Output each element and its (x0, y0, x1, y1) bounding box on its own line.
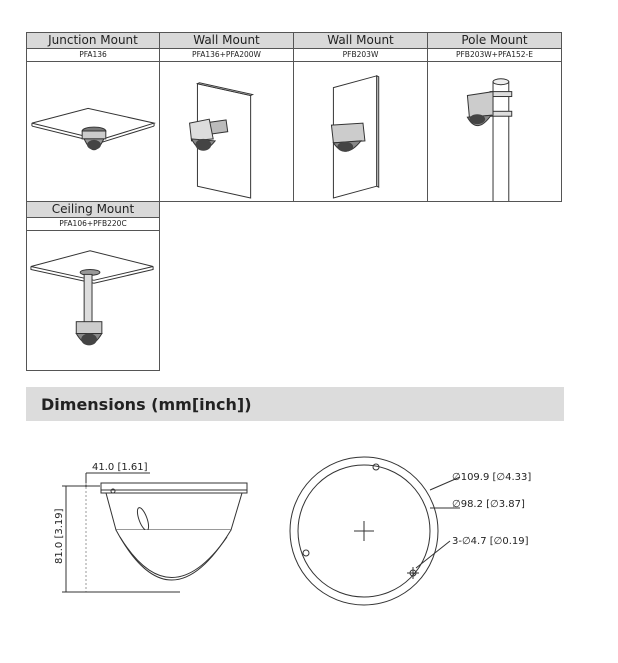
section-title: Dimensions (mm[inch]) (41, 395, 252, 414)
mount-cell-pole (427, 32, 562, 202)
inner-diameter-label: ∅98.2 [∅3.87] (452, 499, 525, 510)
outer-diameter-label: ∅109.9 [∅4.33] (452, 472, 532, 483)
dimension-drawing (0, 440, 618, 663)
mount-title: Junction Mount (27, 33, 159, 49)
pole-mount-illustration (428, 62, 561, 201)
mount-cell-wall (159, 32, 294, 202)
top-view-drawing (290, 457, 460, 605)
mount-model: PFB203W (294, 49, 427, 62)
mount-title: Wall Mount (294, 33, 427, 49)
side-height-label: 81.0 [3.19] (54, 508, 65, 564)
mount-model: PFA136+PFA200W (160, 49, 293, 62)
hole-label: 3-∅4.7 [∅0.19] (452, 536, 529, 547)
mount-cell-junction (26, 32, 160, 202)
dimensions-section-bar (26, 387, 564, 421)
wall-mount-illustration (160, 62, 293, 201)
mount-model: PFA106+PFB220C (27, 218, 159, 231)
mount-cell-ceiling (26, 201, 160, 371)
wall-mount-bracket-illustration (294, 62, 427, 201)
mount-title: Wall Mount (160, 33, 293, 49)
mount-model: PFB203W+PFA152-E (428, 49, 561, 62)
mount-cell-wall-bracket (293, 32, 428, 202)
junction-mount-illustration (27, 62, 159, 201)
side-view-drawing (62, 473, 247, 592)
side-width-label: 41.0 [1.61] (92, 462, 148, 473)
ceiling-mount-illustration (27, 231, 159, 370)
mount-title: Pole Mount (428, 33, 561, 49)
mount-model: PFA136 (27, 49, 159, 62)
mount-title: Ceiling Mount (27, 202, 159, 218)
